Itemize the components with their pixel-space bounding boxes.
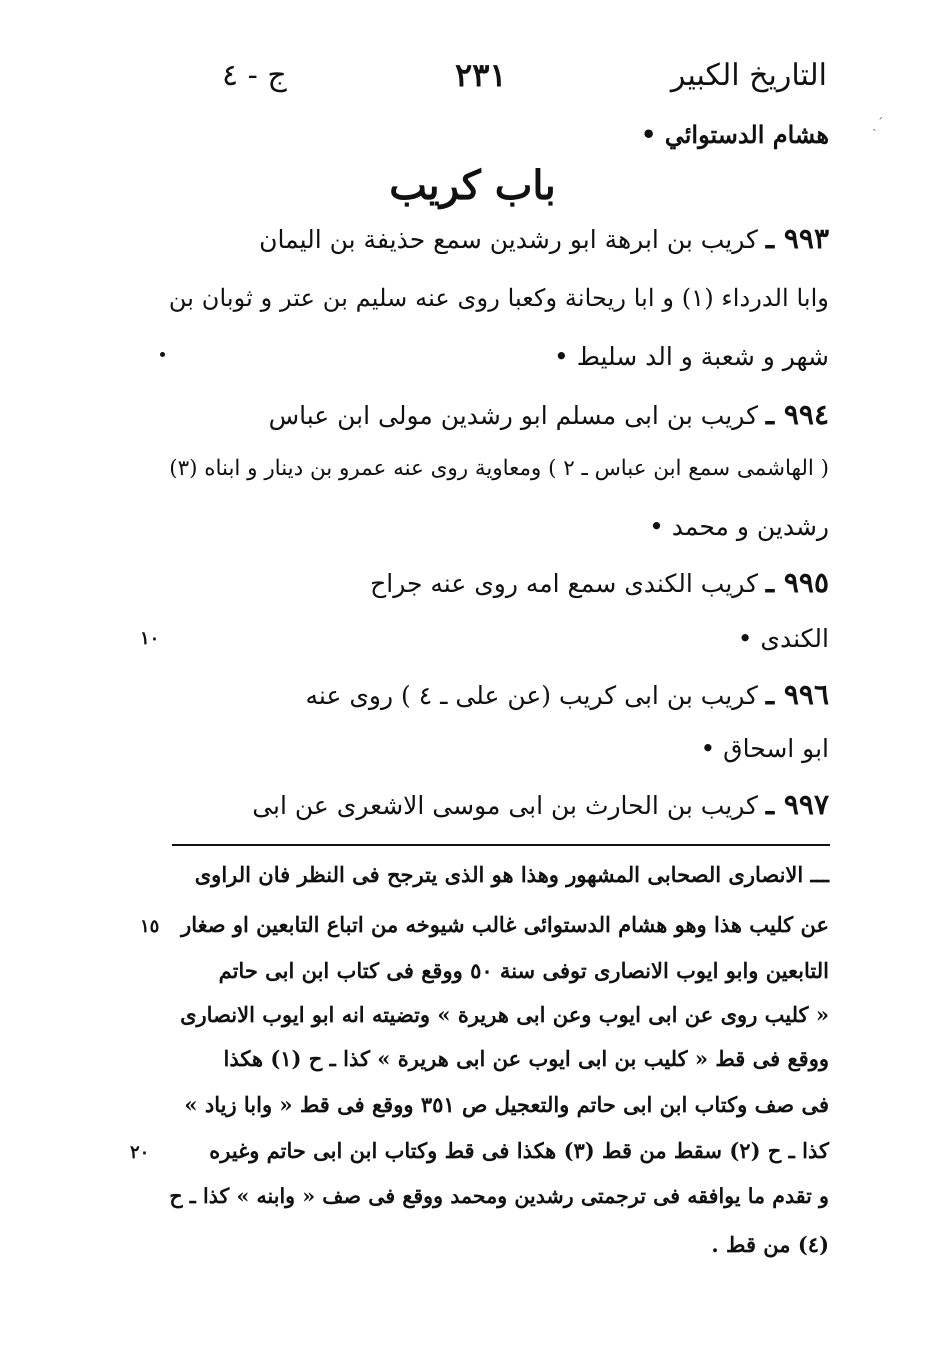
entry-line-993 (259, 222, 829, 255)
footnote-line: كذا ـ ح (٢) سقط من قط (٣) هكذا فى قط وكتاب ابن ابى حاتم وغيره (209, 1138, 829, 1163)
body-line: الكندى • (737, 624, 829, 653)
footnote-rule (172, 844, 830, 846)
footnote-line: ووقع فى قط « كليب بن ابى ايوب عن ابى هريرة » كذا ـ ح (١) هكذا (223, 1046, 829, 1071)
entry-line-995 (370, 566, 829, 599)
footnote-line: عن كليب هذا وهو هشام الدستوائى غالب شيوخه من اتباع التابعين او صغار (181, 912, 829, 937)
entry-text: كريب بن الحارث بن ابى موسى الاشعرى عن ابى (252, 791, 758, 820)
entry-number: ٩٩٥ ـ (765, 566, 829, 599)
body-line: ابو اسحاق • (700, 734, 829, 763)
body-line: شهر و شعبة و الد سليط • (554, 342, 829, 371)
entry-number: ٩٩٧ ـ (765, 788, 829, 821)
entry-line-997 (252, 788, 829, 821)
entry-line-994 (269, 398, 829, 431)
footnote-line: التابعين وابو ايوب الانصارى توفى سنة ٥٠ ووقع فى كتاب ابن ابى حاتم (218, 958, 829, 983)
footnote-line: (٤) من قط . (711, 1232, 829, 1257)
margin-line-number: ٢٠ (130, 1142, 150, 1163)
body-line: رشدين و محمد • (649, 512, 829, 541)
margin-line-number: ١٥ (140, 916, 160, 937)
page-number: ٢٣١ (455, 56, 507, 94)
footnote-line: و تقدم ما يوافقه فى ترجمتى رشدين ومحمد ووقع فى صف « وابنه » كذا ـ ح (169, 1184, 829, 1208)
entry-number: ٩٩٦ ـ (765, 678, 829, 711)
footnote-line: فى صف وكتاب ابن ابى حاتم والتعجيل ص ٣٥١ ووقع فى قط « وابا زياد » (184, 1092, 829, 1117)
volume-label: ج - ٤ (222, 58, 287, 93)
entry-number: ٩٩٣ ـ (765, 222, 829, 255)
running-title: التاريخ الكبير (670, 58, 827, 93)
footnote-line: ـــ الانصارى الصحابى المشهور وهذا هو الذى يترجح فى النظر فان الراوى (194, 862, 829, 887)
body-line: وابا الدرداء (١) و ابا ريحانة وكعبا روى عنه سليم بن عتر و ثوبان بن (168, 284, 829, 312)
entry-text: كريب الكندى سمع امه روى عنه جراح (370, 569, 758, 598)
carry-over-line: هشام الدستوائي • (641, 120, 829, 149)
entry-line-996 (306, 678, 829, 711)
footnote-line: « كليب روى عن ابى ايوب وعن ابى هريرة » وتضيته انه ابو ايوب الانصارى (180, 1002, 829, 1027)
entry-text: كريب بن ابى مسلم ابو رشدين مولى ابن عباس (268, 401, 758, 430)
body-line: ( الهاشمى سمع ابن عباس ـ ٢ ) ومعاوية روى عنه عمرو بن دينار و ابناه (٣) (169, 456, 829, 481)
entry-number: ٩٩٤ ـ (765, 398, 829, 431)
paper-speck: ˎ´ (872, 116, 884, 132)
section-title: باب كريب (389, 162, 556, 209)
margin-line-number: ١٠ (140, 628, 160, 649)
entry-text: كريب بن ابى كريب (عن على ـ ٤ ) روى عنه (305, 681, 758, 710)
margin-marker (160, 352, 165, 357)
entry-text: كريب بن ابرهة ابو رشدين سمع حذيفة بن اليمان (259, 225, 758, 254)
